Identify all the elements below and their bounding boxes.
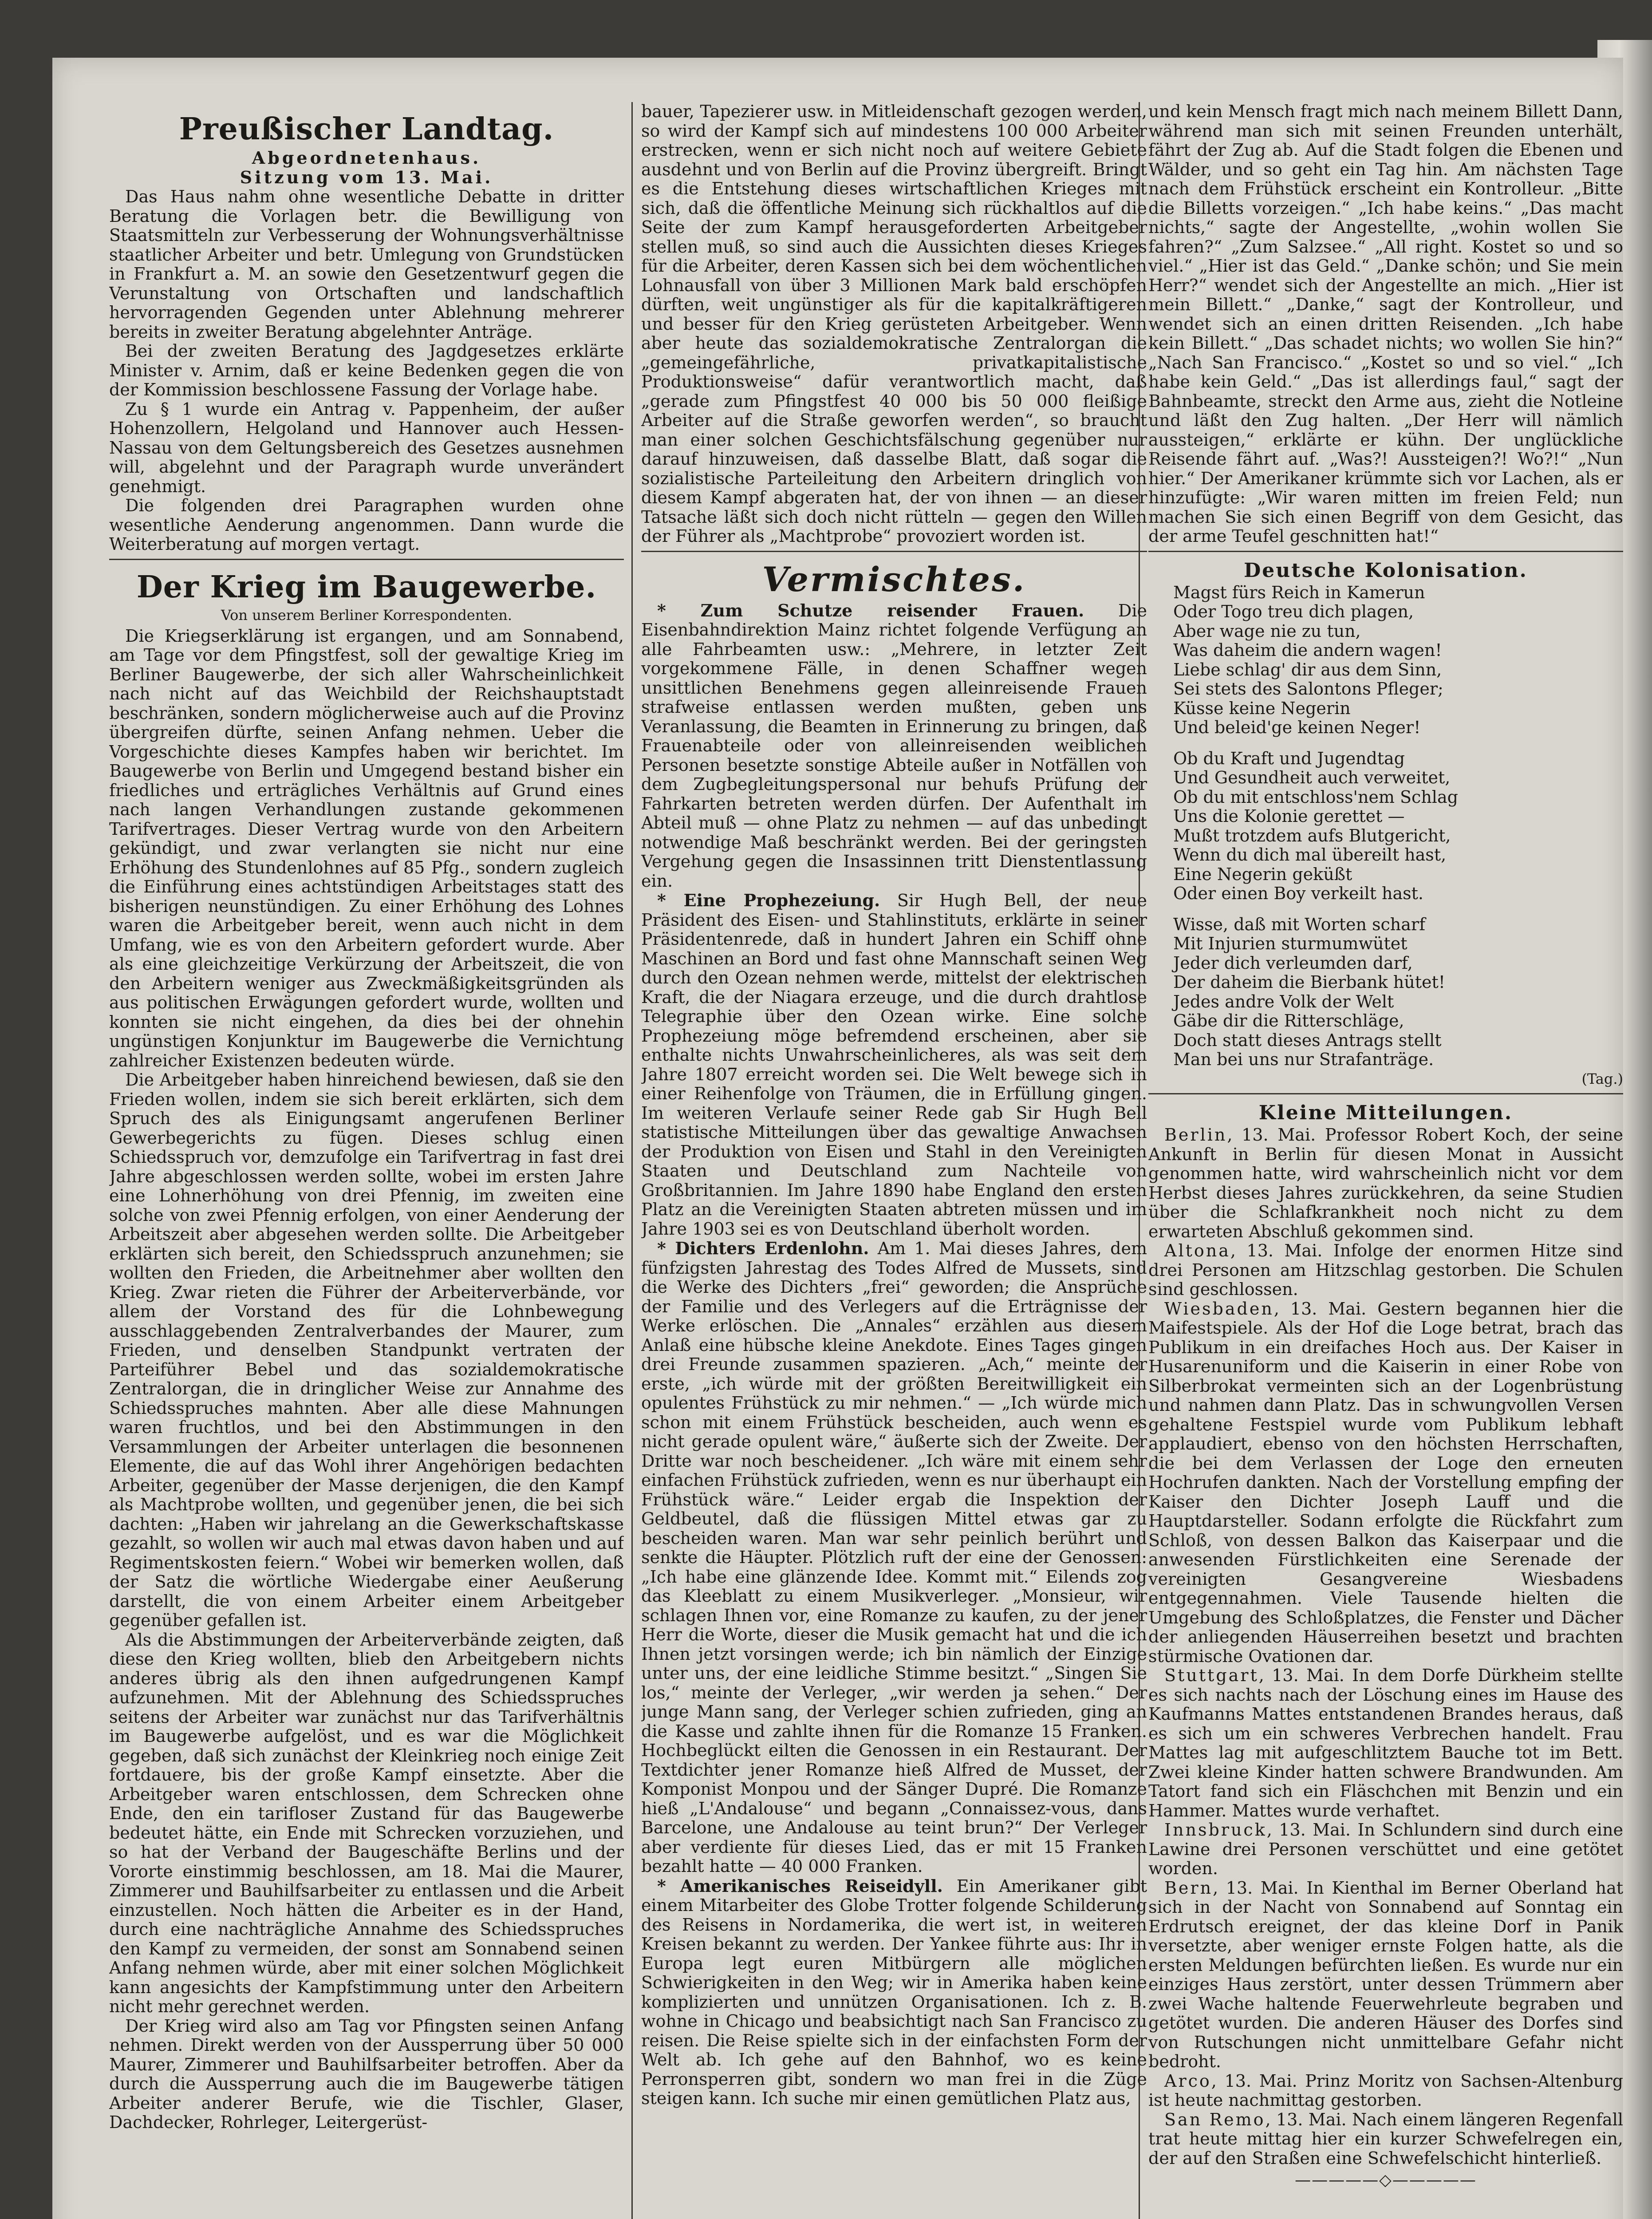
poem-line: Mußt trotzdem aufs Blutgericht, bbox=[1173, 825, 1451, 845]
paragraph: Als die Abstimmungen der Arbeiterverbände zeigten, daß diese den Krieg wollten, blieb den Arbeitgebern nichts anderes übrig als den ihnen aufgedrungenen Kampf aufzunehmen. Mit der Ablehnung des Schiedsspruches seitens der Arbeiter war zunächst nur das Tarifverhältnis im Baugewerbe aufgelöst, und es war die Möglichkeit gegeben, daß sich zunächst der Kleinkrieg noch einige Zeit fortdauere, bis der große Kampf einsetzte. Aber die Arbeitgeber waren entschlossen, dem Schrecken ohne Ende, den ein tarifloser Zustand für das Baugewerbe bedeutet hätte, ein Ende mit Schrecken vorzuziehen, und so hat der Verband der Baugeschäfte Berlins und der Vororte einstimmig beschlossen, am 18. Mai die Maurer, Zimmerer und Bauhilfsarbeiter zu entlassen und die Arbeit einzustellen. Noch hätten die Arbeiter es in der Hand, durch eine nachträgliche Annahme des Schiedsspruches den Kampf zu vermeiden, der sonst am Sonnabend seinen Anfang nehmen würde, aber mit einer solchen Möglichkeit kann angesichts der Kampfstimmung unter den Arbeitern nicht mehr gerechnet werden. bbox=[109, 1630, 624, 2016]
paragraph: Die Arbeitgeber haben hinreichend bewiesen, daß sie den Frieden wollen, indem sie sich bereit erklärten, sich dem Spruch des als Einigungsamt angerufenen Berliner Gewerbegerichts zu fügen. Dieses schlug einen Schiedsspruch vor, demzufolge ein Tarifvertrag in fast drei Jahre abgeschlossen werden sollte, wobei im ersten Jahre eine Lohnerhöhung von drei Pfennig, im zweiten eine solche von zwei Pfennig erfolgen, von einer Aenderung der Arbeitszeit aber abgesehen werden sollte. Die Arbeitgeber erklärten sich bereit, den Schiedsspruch anzunehmen; sie wollten den Frieden, die Arbeitnehmer aber wollten den Krieg. Zwar rieten die Führer der Arbeiterverbände, vor allem der Vorstand des für die Lohnbewegung ausschlaggebenden Zentralverbandes der Maurer, zum Frieden, und denselben Standpunkt vertraten der Parteiführer Bebel und das sozialdemokratische Zentralorgan, die in dringlicher Weise zur Annahme des Schiedsspruches mahnten. Aber alle diese Mahnungen waren fruchtlos, und bei den Abstimmungen in den Versammlungen der Arbeiter unterlagen die besonnenen Elemente, die auf das Wohl ihrer Angehörigen bedachten Arbeiter, gegenüber der Masse derjenigen, die den Kampf als Machtprobe wollten, und gegenüber jenen, die bei sich dachten: „Haben wir jahrelang an die Gewerkschaftskasse gezahlt, so wollen wir auch mal etwas davon haben und auf Regimentskosten feiern.“ Wobei wir bemerken wollen, daß der Satz die wörtliche Wiedergabe einer Aeußerung darstellt, die von einem Arbeiter einem Arbeitgeber gegenüber gefallen ist. bbox=[109, 1070, 624, 1630]
poem-line: Wenn du dich mal übereilt hast, bbox=[1173, 845, 1447, 865]
paragraph: Der Krieg wird also am Tag vor Pfingsten seinen Anfang nehmen. Direkt werden von der Aussperrung über 50 000 Maurer, Zimmerer und Bauhilfsarbeiter betroffen. Aber da durch die Aussperrung auch die im Baugewerbe tätigen Arbeiter anderer Berufe, wie die Tischler, Glaser, Dachdecker, Rohrleger, Leitergerüst- bbox=[109, 2016, 624, 2132]
poem-line: Magst fürs Reich in Kamerun bbox=[1173, 582, 1425, 602]
poem-line: Oder einen Boy verkeilt hast. bbox=[1173, 884, 1423, 903]
section-divider bbox=[641, 551, 1147, 552]
poem-line: Liebe schlag' dir aus dem Sinn, bbox=[1173, 659, 1442, 679]
dateline-place: Bern bbox=[1164, 1878, 1213, 1898]
news-item bbox=[1148, 1299, 1623, 1666]
dateline-place: Arco bbox=[1164, 2071, 1211, 2091]
headline-krieg: Der Krieg im Baugewerbe. bbox=[136, 569, 597, 605]
paragraph: Zu § 1 wurde ein Antrag v. Pappenheim, der außer Hohenzollern, Helgoland und Hannover auch Hessen-Nassau von dem Geltungsbereich des Gesetzes ausnehmen will, abgelehnt und der Paragraph wurde unverändert genehmigt. bbox=[109, 399, 624, 496]
news-item bbox=[1148, 1125, 1623, 1241]
dateline-place: Wiesbaden bbox=[1164, 1299, 1274, 1319]
poem-line: Was daheim die andern wagen! bbox=[1173, 640, 1442, 660]
paragraph-continued: und kein Mensch fragt mich nach meinem Billett Dann, während man sich mit seinen Freunden unterhält, fährt der Zug ab. Auf die Stadt folgen die Ebenen und Wälder, und so geht ein Tag hin. Am nächsten Tage nach dem Frühstück erscheint ein Kontrolleur. „Bitte die Billetts vorzeigen.“ „Ich habe keins.“ „Das macht nichts,“ sagte der Angestellte, „wohin wollen Sie fahren?“ „Zum Salzsee.“ „All right. Kostet so und so viel.“ „Hier ist das Geld.“ „Danke schön; und Sie mein Herr?“ wendet sich der Angestellte an mich. „Hier ist mein Billett.“ „Danke,“ sagt der Kontrolleur, und wendet sich an einen dritten Reisenden. „Ich habe kein Billett.“ „Das schadet nichts; wo wollen Sie hin?“ „Nach San Francisco.“ „Kostet so und so viel.“ „Ich habe kein Geld.“ „Das ist allerdings faul,“ sagt der Bahnbeamte, streckt den Arme aus, zieht die Notleine und läßt den Zug halten. „Der Herr will nämlich aussteigen,“ erklärte er kühn. Der unglückliche Reisende fährt auf. „Was?! Aussteigen?! Wo?!“ „Nun hier.“ Der Amerikaner krümmte sich vor Lachen, als er hinzufügte: „Wir waren mitten im freien Feld; nun machen Sie sich einen Begriff von dem Gesicht, das der arme Teufel geschnitten hat!“ bbox=[1148, 102, 1623, 546]
item-heading: * Eine Prophezeiung. bbox=[657, 890, 880, 910]
newspaper-page bbox=[52, 58, 1623, 2219]
subhead-house: Abgeordnetenhaus. bbox=[252, 148, 481, 168]
paragraph-continued: bauer, Tapezierer usw. in Mitleidenschaft gezogen werden, so wird der Kampf sich auf mindestens 100 000 Arbeiter erstrecken, wenn er sich nicht noch auf weitere Gebiete ausdehnt und von Berlin auf die Provinz übergreift. Bringt es die Entstehung dieses wirtschaftlichen Krieges mit sich, daß die öffentliche Meinung sich rückhaltlos auf die Seite der zum Kampf herausgeforderten Arbeitgeber stellen muß, so sind auch die Aussichten dieses Krieges für die Arbeiter, deren Kassen sich bei dem wöchentlichen Lohnausfall von über 3 Millionen Mark bald erschöpfen dürften, weit ungünstiger als für die kapitalkräftigeren und besser für den Krieg gerüsteten Arbeitgeber. Wenn aber heute das sozialdemokratische Zentralorgan die „gemeingefährliche, privatkapitalistische Produktionsweise“ dafür verantwortlich macht, daß „gerade zum Pfingstfest 40 000 bis 50 000 fleißige Arbeiter auf die Straße geworfen werden“, so braucht man einer solchen Geschichtsfälschung gegenüber nur darauf hinzuweisen, daß dasselbe Blatt, daß sogar die sozialistische Parteileitung den Arbeitern dringlich von diesem Kampf abgeraten hat, der von ihnen — an dieser Tatsache läßt sich doch nicht rütteln — gegen den Willen der Führer als „Machtprobe“ provoziert worden ist. bbox=[641, 102, 1147, 546]
poem-line: Der daheim die Bierbank hütet! bbox=[1173, 972, 1445, 992]
poem-line: Küsse keine Negerin bbox=[1173, 698, 1351, 718]
poem-line: Gäbe dir die Ritterschläge, bbox=[1173, 1011, 1404, 1031]
news-item bbox=[1148, 1666, 1623, 1820]
headline-kolonisation: Deutsche Kolonisation. bbox=[1244, 559, 1528, 582]
end-ornament: —————◇————— bbox=[1295, 2171, 1477, 2189]
item-text: , 13. Mai. In Schlundern sind durch eine Lawine drei Personen verschüttet und eine getötet worden. bbox=[1148, 1820, 1623, 1878]
poem-line: Aber wage nie zu tun, bbox=[1173, 621, 1361, 641]
poem bbox=[1148, 583, 1623, 1070]
news-item bbox=[641, 1239, 1147, 1876]
item-text: , 13. Mai. Infolge der enormen Hitze sind drei Personen am Hitzschlag gestorben. Die Schulen sind geschlossen. bbox=[1148, 1241, 1623, 1299]
poem-line: Ob du mit entschloss'nem Schlag bbox=[1173, 787, 1458, 807]
poem-line: Oder Togo treu dich plagen, bbox=[1173, 602, 1414, 621]
item-text: , 13. Mai. Gestern begannen hier die Maifestspiele. Als der Hof die Loge betrat, brach das Publikum in ein dreifaches Hoch aus. Der Kaiser in Husarenuniform und die Kaiserin in einer Robe von Silberbrokat vermeinten sich an der Logenbrüstung und nahmen dann Platz. Das in schwungvollen Versen gehaltene Festspiel wurde vom Publikum lebhaft applaudiert, ebenso von den höchsten Herrschaften, die bei dem Verlassen der Loge den erneuten Hochrufen dankten. Nach der Vorstellung empfing der Kaiser den Dichter Joseph Lauff und die Hauptdarsteller. Sodann erfolgte die Rückfahrt zum Schloß, von dessen Balkon das Kaiserpaar und die anwesenden Fürstlichkeiten eine Serenade der vereinigten Gesangvereine Wiesbadens entgegennahmen. Viele Tausende hielten die Umgebung des Schloßplatzes, die Fenster und Dächer der anliegenden Häuserreihen besetzt und brachten stürmische Ovationen dar. bbox=[1148, 1299, 1623, 1666]
headline-vermischtes: Vermischtes. bbox=[762, 559, 1026, 599]
item-text: , 13. Mai. In dem Dorfe Dürkheim stellte es sich nachts nach der Löschung eines im Hause des Kaufmanns Mattes entstandenen Brandes heraus, daß es sich um ein schweres Verbrechen handelt. Frau Mattes lag mit aufgeschlitztem Bauche tot im Bett. Zwei kleine Kinder hatten schwere Brandwunden. Am Tatort fand sich ein Fläschchen mit Benzin und ein Hammer. Mattes wurde verhaftet. bbox=[1148, 1666, 1623, 1820]
item-text: Ein Amerikaner gibt einem Mitarbeiter des Globe Trotter folgende Schilderung des Reisens in Nordamerika, die wert ist, in weiteren Kreisen bekannt zu werden. Der Yankee führte aus: Ihr in Europa legt euren Mitbürgern alle möglichen Schwierigkeiten in den Weg; wir in Amerika haben keine komplizierten und unnützen Organisationen. Ich z. B. wohne in Chicago und beabsichtigt nach San Francisco zu reisen. Die Reise spielte sich in der einfachsten Form der Welt ab. Ich gehe auf den Bahnhof, wo es keine Perronsperren gibt, sondern wo man frei in die Züge steigen kann. Ich suche mir einen gemütlichen Platz aus, bbox=[641, 1876, 1147, 2108]
poem-stanza bbox=[1173, 749, 1623, 904]
poem-line: Ob du Kraft und Jugendtag bbox=[1173, 748, 1405, 768]
poem-line: Und Gesundheit auch verweitet, bbox=[1173, 768, 1451, 787]
news-item bbox=[1148, 2072, 1623, 2110]
section-divider bbox=[109, 559, 624, 560]
poem-line: Und beleid'ge keinen Neger! bbox=[1173, 718, 1421, 737]
paragraph: Die folgenden drei Paragraphen wurden ohne wesentliche Aenderung angenommen. Dann wurde die Weiterberatung auf morgen vertagt. bbox=[109, 496, 624, 554]
item-text: , 13. Mai. Professor Robert Koch, der seine Ankunft in Berlin für diesen Monat in Aussicht genommen hatte, wird wahrscheinlich nicht vor dem Herbst dieses Jahres zurückkehren, da seine Studien über die Schlafkrankheit noch nicht zu dem erwarteten Abschluß gekommen sind. bbox=[1148, 1125, 1623, 1241]
item-text: Am 1. Mai dieses Jahres, dem fünfzigsten Jahrestag des Todes Alfred de Mussets, sind die Werke des Dichters „frei“ geworden; die Ansprüche der Familie und des Verlegers auf die Erträgnisse der Werke erlöschen. Die „Annales“ erzählen aus diesem Anlaß eine hübsche kleine Anekdote. Eines Tages gingen drei Freunde zusammen spazieren. „Ach,“ meinte der erste, „ich würde mit der größten Bereitwilligkeit ein opulentes Frühstück zu mir nehmen.“ — „Ich würde mich schon mit einem Frühstück bescheiden, auch wenn es nicht gerade opulent wäre,“ äußerte sich der Zweite. Der Dritte war noch bescheidener. „Ich wäre mit einem sehr einfachen Frühstück zufrieden, wenn es nur überhaupt ein Frühstück wäre.“ Leider ergab die Inspektion der Geldbeutel, daß die flüssigen Mittel etwas gar zu bescheiden waren. Man war sehr peinlich berührt und senkte die Häupter. Plötzlich ruft der eine der Genossen: „Ich habe eine glänzende Idee. Kommt mit.“ Eilends zog das Kleeblatt zu einem Musikverleger. „Monsieur, wir schlagen Ihnen vor, eine Romanze zu kaufen, zu der jener Herr die Worte, dieser die Musik gemacht hat und die ich Ihnen jetzt vorsingen werde; ich bin nämlich der Einzige unter uns, der eine leidliche Stimme besitzt.“ „Singen Sie los,“ meinte der Verleger, „wir werden ja sehen.“ Der junge Mann sang, der Verleger schien zufrieden, ging an die Kasse und zahlte ihnen für die Romanze 15 Franken. Hochbeglückt eilten die Genossen in ein Restaurant. Der Textdichter jener Romanze hieß Alfred de Musset, der Komponist Monpou und der Sänger Dupré. Die Romanze hieß „L'Andalouse“ und begann „Connaissez-vous, dans Barcelone, une Andalouse au teint brun?“ Der Verleger aber verdiente für dieses Lied, das er mit 15 Franken bezahlt hatte — 40 000 Franken. bbox=[641, 1239, 1147, 1876]
item-text: , 13. Mai. Prinz Moritz von Sachsen-Altenburg ist heute nachmittag gestorben. bbox=[1148, 2071, 1623, 2110]
dateline-place: Stuttgart bbox=[1164, 1666, 1259, 1685]
news-item bbox=[1148, 1820, 1623, 1879]
subhead-session: Sitzung vom 13. Mai. bbox=[240, 167, 493, 187]
poem-line: Mit Injurien sturmumwütet bbox=[1173, 934, 1408, 953]
item-text: Sir Hugh Bell, der neue Präsident des Eisen- und Stahlinstituts, erklärte in seiner Präsidentenrede, daß in hundert Jahren ein Schiff ohne Maschinen an Bord und fast ohne Mannschaft seinen Weg durch den Ozean nehmen werde, mittelst der elektrischen Kraft, die der Niagara erzeuge, und die durch drahtlose Telegraphie über den Ozean wirke. Eine solche Prophezeiung möge befremdend erscheinen, aber sie enthalte nichts Unwahrscheinlicheres, als was seit dem Jahre 1807 erreicht worden sei. Die Welt bewege sich in einer Reihenfolge von Träumen, die in Erfüllung gingen. Im weiteren Verlaufe seiner Rede gab Sir Hugh Bell statistische Mitteilungen über das gewaltige Anwachsen der Produktion von Eisen und Stahl in den Vereinigten Staaten und Deutschland zum Nachteile von Großbritannien. Im Jahre 1890 habe England den ersten Platz an die Vereinigten Staaten abtreten müssen und im Jahre 1903 sei es von Deutschland überholt worden. bbox=[641, 891, 1147, 1239]
column-2 bbox=[641, 102, 1147, 2219]
news-item bbox=[1148, 1241, 1623, 1299]
poem-line: Jedes andre Volk der Welt bbox=[1173, 991, 1394, 1011]
dateline-place: Berlin bbox=[1164, 1125, 1227, 1145]
news-item bbox=[641, 601, 1147, 891]
item-text: Die Eisenbahndirektion Mainz richtet folgende Verfügung an alle Fahrbeamten usw.: „Mehrere, in letzter Zeit vorgekommene Fälle, in denen Schaffner wegen unsittlichen Benehmens gegen alleinreisende Frauen strafweise entlassen werden mußten, geben uns Veranlassung, die Beamten in Erinnerung zu bringen, daß Frauenabteile oder von alleinreisenden weiblichen Personen besetzte sonstige Abteile außer in Notfällen von dem Zugbegleitungspersonal nur behufs Prüfung der Fahrkarten betreten werden dürfen. Der Aufenthalt im Abteil muß — ohne Platz zu nehmen — auf das unbedingt notwendige Maß beschränkt werden. Bei der geringsten Vergehung gegen die Insassinnen tritt Dienstentlassung ein. bbox=[641, 600, 1147, 891]
column-rule bbox=[631, 102, 633, 2219]
item-text: , 13. Mai. Nach einem längeren Regenfall trat heute mittag hier ein kurzer Schwefelregen ein, der auf den Straßen eine Schwefelschicht hinterließ. bbox=[1148, 2109, 1623, 2168]
item-heading: * Dichters Erdenlohn. bbox=[657, 1238, 869, 1258]
poem-line: Wisse, daß mit Worten scharf bbox=[1173, 914, 1426, 934]
paragraph: Bei der zweiten Beratung des Jagdgesetzes erklärte Minister v. Arnim, daß er keine Bedenken gegen die von der Kommission beschlossene Fassung der Vorlage habe. bbox=[109, 341, 624, 399]
headline-landtag: Preußischer Landtag. bbox=[179, 111, 554, 147]
paragraph: Die Kriegserklärung ist ergangen, und am Sonnabend, am Tage vor dem Pfingstfest, soll der gewaltige Krieg im Berliner Baugewerbe, der sich aller Wahrscheinlichkeit nach nicht auf das Weichbild der Reichshauptstadt beschränken, sondern möglicherweise auch auf die Provinz übergreifen dürfte, seinen Anfang nehmen. Ueber die Vorgeschichte dieses Kampfes haben wir berichtet. Im Baugewerbe von Berlin und Umgegend bestand bisher ein friedliches und erträgliches Verhältnis auf Grund eines nach langen Verhandlungen zustande gekommenen Tarifvertrages. Dieser Vertrag wurde von den Arbeitern gekündigt, und zwar verlangten sie nicht nur eine Erhöhung des Stundenlohnes auf 85 Pfg., sondern zugleich die Einführung eines achtstündigen Arbeitstages statt des bisherigen neunstündigen. Zu einer Erhöhung des Lohnes waren die Arbeitgeber bereit, wenn auch nicht in dem Umfang, wie es von den Arbeitern gefordert wurde. Aber als eine gleichzeitige Verkürzung der Arbeitszeit, die von den Arbeitern weniger aus Zweckmäßigkeitsgründen als aus politischen Erwägungen gefordert wurde, wollten und konnten sie nicht eingehen, da dies bei der ohnehin ungünstigen Konjunktur im Baugewerbe die Vernichtung zahlreicher Existenzen bedeuten würde. bbox=[109, 626, 624, 1070]
news-item bbox=[641, 1876, 1147, 2108]
poem-source: (Tag.) bbox=[1581, 1070, 1623, 1087]
poem-line: Doch statt dieses Antrags stellt bbox=[1173, 1030, 1442, 1050]
item-heading: * Zum Schutze reisender Frauen. bbox=[657, 600, 1084, 620]
section-divider bbox=[1148, 551, 1623, 552]
column-1 bbox=[109, 102, 624, 2219]
item-text: , 13. Mai. In Kienthal im Berner Oberland hat sich in der Nacht von Sonnabend auf Sonntag ein Erdrutsch ereignet, der das kleine Dorf in Panik versetzte, aber weniger ernste Folgen hatte, als die ersten Meldungen befürchten ließen. Es wurde nur ein einziges Haus zerstört, unter dessen Trümmern aber zwei Wache haltende Feuerwehrleute begraben und getötet wurden. Die anderen Häuser des Dorfes sind von Rutschungen nicht unmittelbare Gefahr nicht bedroht. bbox=[1148, 1878, 1623, 2071]
news-item bbox=[1148, 2110, 1623, 2168]
poem-line: Jeder dich verleumden darf, bbox=[1173, 953, 1413, 973]
item-heading: * Amerikanisches Reiseidyll. bbox=[657, 1875, 943, 1896]
poem-line: Sei stets des Salontons Pfleger; bbox=[1173, 679, 1443, 699]
poem-line: Uns die Kolonie gerettet — bbox=[1173, 806, 1405, 826]
dateline-place: Innsbruck bbox=[1164, 1820, 1267, 1840]
column-3 bbox=[1148, 102, 1623, 2219]
poem-line: Man bei uns nur Strafanträge. bbox=[1173, 1050, 1434, 1069]
dateline-place: Altona bbox=[1164, 1241, 1230, 1260]
news-item bbox=[641, 891, 1147, 1239]
poem-stanza bbox=[1173, 583, 1623, 738]
paragraph: Das Haus nahm ohne wesentliche Debatte in dritter Beratung die Vorlagen betr. die Bewilligung von Staatsmitteln zur Verbesserung der Wohnungsverhältnisse staatlicher Arbeiter und betr. Umlegung von Grundstücken in Frankfurt a. M. an sowie den Gesetzentwurf gegen die Verunstaltung von Ortschaften und landschaftlich hervorragenden Gegenden unter Ablehnung mehrerer bereits in zweiter Beratung abgelehnter Anträge. bbox=[109, 187, 624, 342]
poem-line: Eine Negerin geküßt bbox=[1173, 864, 1352, 884]
headline-kleine-mitteilungen: Kleine Mitteilungen. bbox=[1258, 1102, 1513, 1124]
news-item bbox=[1148, 1879, 1623, 2072]
poem-stanza bbox=[1173, 915, 1623, 1070]
dateline-place: San Remo bbox=[1164, 2109, 1266, 2129]
section-divider bbox=[1148, 1093, 1623, 1094]
byline: Von unserem Berliner Korrespondenten. bbox=[221, 606, 512, 624]
